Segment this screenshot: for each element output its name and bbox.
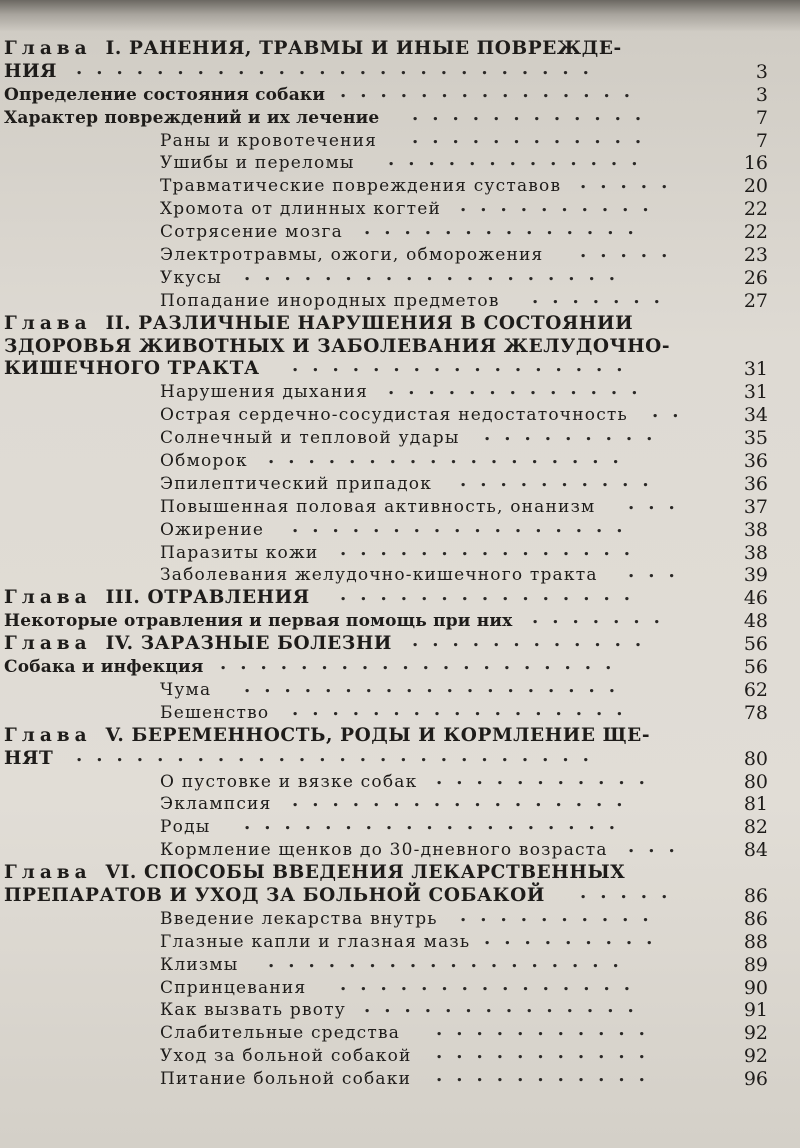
leader-dots: ... — [628, 561, 689, 583]
page-number: 84 — [743, 839, 768, 862]
subsection-title: Эклампсия — [160, 794, 272, 815]
leader-dots: ........... — [436, 1042, 659, 1064]
chapter-label: Глава — [4, 38, 92, 59]
toc-entry — [0, 172, 800, 198]
subsection-title: Острая сердечно-сосудистая недостаточность — [160, 405, 628, 426]
toc-entry-text — [160, 999, 346, 1022]
page-number: 78 — [743, 701, 768, 724]
toc-entry-text — [4, 61, 57, 84]
subsection-title: Заболевания желудочно-кишечного тракта — [160, 565, 598, 586]
toc-entry-text — [160, 519, 264, 542]
toc-entry — [0, 286, 800, 313]
toc-entry-text — [160, 839, 608, 862]
leader-dots: .. — [652, 401, 693, 423]
toc-entry-text — [160, 1068, 411, 1091]
page-number: 16 — [743, 152, 768, 175]
page-number: 56 — [743, 656, 768, 679]
chapter-label: Глава — [4, 312, 92, 334]
page-top-shadow — [0, 0, 800, 32]
page-number: 80 — [743, 770, 768, 793]
page-number: 23 — [743, 244, 768, 267]
chapter-title: НИЯ — [4, 60, 58, 82]
chapter-label: Глава — [4, 862, 92, 884]
section-title: Некоторые отравления и первая помощь при них — [4, 611, 513, 632]
leader-dots: .............. — [364, 996, 648, 1018]
leader-dots: ........... — [436, 1065, 659, 1087]
toc-entry — [0, 447, 800, 473]
leader-dots: ................. — [292, 515, 637, 537]
subsection-title: Повышенная половая активность, онанизм — [160, 496, 596, 517]
page-number: 86 — [743, 884, 768, 907]
page-number: 35 — [743, 427, 768, 450]
chapter-title: VI. СПОСОБЫ ВВЕДЕНИЯ ЛЕКАРСТВЕННЫХ — [105, 862, 626, 884]
toc-entry-text — [4, 313, 633, 336]
leader-dots: ............ — [412, 103, 656, 125]
page-number: 31 — [743, 358, 768, 381]
leader-dots: ..... — [580, 241, 682, 263]
page-number: 91 — [743, 999, 768, 1022]
leader-dots: ......... — [484, 424, 667, 446]
leader-dots: ........... — [436, 767, 659, 789]
page-number: 38 — [743, 518, 768, 541]
subsection-title: Слабительные средства — [160, 1023, 401, 1044]
toc-entry-text — [160, 1022, 400, 1045]
chapter-title: V. БЕРЕМЕННОСТЬ, РОДЫ И КОРМЛЕНИЕ ЩЕ- — [105, 724, 651, 746]
toc-entry — [0, 1042, 800, 1068]
page-number: 22 — [743, 221, 768, 244]
subsection-title: Как вызвать рвоту — [160, 1000, 346, 1021]
leader-dots: ....... — [532, 286, 674, 308]
leader-dots: ............. — [388, 378, 652, 400]
page-number: 88 — [743, 930, 768, 953]
leader-dots: ..... — [580, 172, 682, 194]
leader-dots: ............... — [340, 80, 644, 102]
toc-entry-text — [160, 290, 500, 313]
page-number: 89 — [743, 953, 768, 976]
toc-entry-text — [160, 381, 368, 404]
subsection-title: Сотрясение мозга — [160, 222, 343, 243]
toc-entry-text — [160, 542, 318, 565]
chapter-title: НЯТ — [4, 747, 54, 769]
chapter-title: ЗДОРОВЬЯ ЖИВОТНЫХ И ЗАБОЛЕВАНИЯ ЖЕЛУДОЧНО- — [4, 335, 671, 357]
page-number: 36 — [743, 472, 768, 495]
subsection-title: О пустовке и вязке собак — [160, 771, 418, 792]
page-number: 86 — [743, 907, 768, 930]
page-number: 92 — [743, 1022, 768, 1045]
leader-dots: ............. — [388, 149, 652, 171]
subsection-title: Электротравмы, ожоги, обморожения — [160, 245, 544, 266]
leader-dots: ............... — [340, 584, 644, 606]
page-number: 62 — [743, 678, 768, 701]
subsection-title: Уход за больной собакой — [160, 1046, 412, 1067]
toc-entry — [0, 904, 800, 931]
toc-entry — [0, 584, 800, 610]
toc-entry — [0, 80, 800, 107]
toc-entry — [0, 313, 800, 336]
leader-dots: ................... — [244, 813, 630, 835]
subsection-title: Нарушения дыхания — [160, 382, 369, 403]
toc-entry — [0, 1065, 800, 1091]
toc-entry-text — [4, 656, 204, 679]
toc-entry — [0, 744, 800, 771]
leader-dots: ....... — [532, 607, 674, 629]
chapter-label: Глава — [4, 587, 92, 609]
toc-entry — [0, 836, 800, 862]
leader-dots: ............... — [340, 973, 644, 995]
subsection-title: Клизмы — [160, 954, 239, 975]
toc-entry — [0, 996, 800, 1022]
page-number: 37 — [743, 495, 768, 518]
leader-dots: ................... — [244, 263, 630, 285]
chapter-title: I. РАНЕНИЯ, ТРАВМЫ И ИНЫЕ ПОВРЕЖДЕ- — [105, 38, 622, 59]
leader-dots: ... — [628, 836, 689, 858]
page-number: 7 — [755, 106, 768, 129]
toc-entry — [0, 698, 800, 725]
chapter-title: IV. ЗАРАЗНЫЕ БОЛЕЗНИ — [105, 633, 392, 655]
page-number: 46 — [743, 587, 768, 610]
leader-dots: .......... — [460, 195, 663, 217]
toc-entry-text — [160, 267, 222, 290]
subsection-title: Глазные капли и глазная мазь — [160, 931, 471, 952]
chapter-label: Глава — [4, 633, 92, 655]
subsection-title: Кормление щенков до 30-дневного возраста — [160, 840, 608, 861]
leader-dots: ........... — [436, 1019, 659, 1041]
toc-entry-text — [4, 84, 325, 107]
toc-entry-text — [4, 107, 379, 130]
subsection-title: Солнечный и тепловой удары — [160, 428, 460, 449]
leader-dots: ................... — [244, 675, 630, 697]
page-number: 31 — [743, 381, 768, 404]
page-number: 90 — [743, 976, 768, 999]
page-number: 36 — [743, 450, 768, 473]
toc-entry-text — [160, 130, 377, 153]
leader-dots: ................. — [292, 355, 637, 377]
page-number: 27 — [743, 289, 768, 312]
toc-entry-text — [160, 702, 269, 725]
page-number: 26 — [743, 266, 768, 289]
subsection-title: Введение лекарства внутрь — [160, 908, 438, 929]
leader-dots: ......... — [484, 927, 667, 949]
leader-dots: ............ — [412, 630, 656, 652]
toc-entry-text — [160, 473, 432, 496]
toc-entry — [0, 401, 800, 427]
leader-dots: .......... — [460, 904, 663, 926]
subsection-title: Укусы — [160, 267, 222, 288]
subsection-title: Травматические повреждения суставов — [160, 176, 562, 197]
page-number: 7 — [755, 129, 768, 152]
toc-entry — [0, 103, 800, 130]
page-number: 92 — [743, 1045, 768, 1068]
toc-entry — [0, 607, 800, 633]
leader-dots: ............ — [412, 126, 656, 148]
subsection-title: Питание больной собаки — [160, 1069, 412, 1090]
section-title: Характер повреждений и их лечение — [4, 107, 380, 128]
leader-dots: .......................... — [76, 57, 603, 79]
page-number: 20 — [743, 175, 768, 198]
leader-dots: .................... — [220, 653, 626, 675]
page-number: 82 — [743, 816, 768, 839]
subsection-title: Попадание инородных предметов — [160, 290, 500, 311]
section-title: Определение состояния собаки — [4, 84, 326, 105]
page-number: 56 — [743, 633, 768, 656]
subsection-title: Спринцевания — [160, 977, 307, 998]
toc-entry-text — [160, 977, 306, 1000]
chapter-title: КИШЕЧНОГО ТРАКТА — [4, 358, 260, 380]
page-number: 22 — [743, 198, 768, 221]
page-number: 34 — [743, 404, 768, 427]
subsection-title: Роды — [160, 817, 211, 838]
toc-entry — [0, 1019, 800, 1045]
toc-entry-text — [160, 954, 239, 977]
page-number: 96 — [743, 1068, 768, 1091]
toc-entry-text — [160, 221, 343, 244]
table-of-contents — [0, 38, 800, 1091]
toc-entry — [0, 263, 800, 290]
leader-dots: .......................... — [76, 744, 603, 766]
section-title: Собака и инфекция — [4, 657, 204, 678]
page-number: 3 — [755, 83, 768, 106]
toc-entry-text — [160, 152, 355, 175]
leader-dots: .............. — [364, 218, 648, 240]
leader-dots: ..... — [580, 881, 682, 903]
toc-entry-text — [4, 862, 625, 885]
subsection-title: Эпилептический припадок — [160, 473, 433, 494]
chapter-title: III. ОТРАВЛЕНИЯ — [105, 587, 310, 609]
subsection-title: Хромота от длинных когтей — [160, 199, 442, 220]
page-number: 39 — [743, 564, 768, 587]
leader-dots: .......... — [460, 469, 663, 491]
chapter-title: ПРЕПАРАТОВ И УХОД ЗА БОЛЬНОЙ СОБАКОЙ — [4, 884, 545, 906]
subsection-title: Ушибы и переломы — [160, 153, 355, 174]
toc-entry-text — [160, 679, 211, 702]
subsection-title: Паразиты кожи — [160, 542, 319, 563]
page-number: 81 — [743, 793, 768, 816]
toc-entry-text — [160, 450, 248, 473]
leader-dots: .................. — [268, 950, 633, 972]
page-number: 3 — [755, 60, 768, 83]
toc-entry-text — [160, 908, 438, 931]
page-number: 48 — [743, 610, 768, 633]
toc-entry-text — [4, 587, 310, 610]
leader-dots: ................. — [292, 698, 637, 720]
chapter-label: Глава — [4, 724, 92, 746]
toc-entry-text — [160, 1045, 412, 1068]
subsection-title: Чума — [160, 679, 212, 700]
page-number: 38 — [743, 541, 768, 564]
subsection-title: Раны и кровотечения — [160, 130, 378, 151]
toc-entry-text — [160, 816, 210, 839]
subsection-title: Ожирение — [160, 519, 265, 540]
chapter-title: II. РАЗЛИЧНЫЕ НАРУШЕНИЯ В СОСТОЯНИИ — [105, 312, 634, 334]
subsection-title: Бешенство — [160, 702, 270, 723]
toc-entry-text — [4, 358, 260, 381]
leader-dots: .................. — [268, 447, 633, 469]
leader-dots: ................. — [292, 790, 637, 812]
leader-dots: ... — [628, 492, 689, 514]
toc-entry-text — [4, 748, 53, 771]
page-number: 80 — [743, 747, 768, 770]
subsection-title: Обморок — [160, 451, 248, 472]
leader-dots: ............... — [340, 538, 644, 560]
toc-entry — [0, 881, 800, 908]
